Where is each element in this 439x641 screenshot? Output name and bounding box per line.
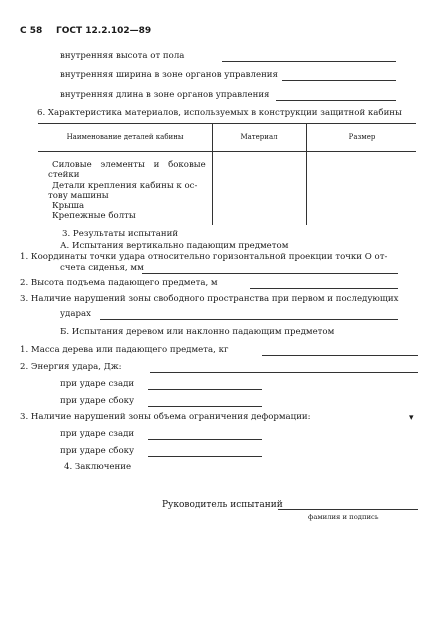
inner-height-label: внутренняя высота от пола	[60, 51, 185, 61]
item-2-fill	[250, 288, 398, 289]
item-b3-rear-label: при ударе сзади	[60, 429, 135, 439]
subsection-a-title: А. Испытания вертикально падающим предметом	[60, 241, 289, 251]
item-1-fill	[142, 273, 398, 274]
item-b3-rear-fill	[148, 439, 262, 440]
conclusion-title: 4. Заключение	[64, 462, 132, 472]
item-1-line-2: счета сиденья, мм	[60, 263, 144, 273]
item-b3-side-fill	[148, 456, 262, 457]
item-b3-side-label: при ударе сбоку	[60, 446, 135, 456]
item-b1-label: 1. Масса дерева или падающего предмета, кг	[20, 345, 229, 355]
table-row: Детали крепления кабины к ос-	[52, 181, 198, 191]
item-b2-side-label: при ударе сбоку	[60, 396, 135, 406]
inner-length-fill	[276, 100, 396, 101]
item-b2-rear-label: при ударе сзади	[60, 379, 135, 389]
table-col-divider-1	[212, 123, 213, 225]
item-2-label: 2. Высота подъема падающего предмета, м	[20, 278, 218, 288]
item-b2-label: 2. Энергия удара, Дж:	[20, 362, 122, 372]
table-row: Крыша	[52, 201, 85, 211]
item-3-line-2: ударах	[60, 309, 91, 319]
item-b2-fill	[150, 372, 418, 373]
results-title: 3. Результаты испытаний	[62, 229, 179, 239]
table-header-border	[38, 151, 416, 152]
table-row: тову машины	[48, 191, 109, 201]
item-3-line-1: 3. Наличие нарушений зоны свободного пространства при первом и последующих	[20, 294, 399, 304]
item-b2-side-fill	[148, 406, 262, 407]
item-b1-fill	[262, 355, 418, 356]
table-row: Крепежные болты	[52, 211, 136, 221]
item-b2-rear-fill	[148, 389, 262, 390]
table-header-material: Материал	[240, 133, 278, 141]
inner-width-label: внутренняя ширина в зоне органов управления	[60, 70, 278, 80]
inner-height-fill	[222, 61, 396, 62]
subsection-b-title: Б. Испытания деревом или наклонно падающим предметом	[60, 327, 335, 337]
table-col-divider-2	[306, 123, 307, 225]
table-header-size: Размер	[348, 133, 376, 141]
item-b3-label: 3. Наличие нарушений зоны объема ограничения деформации:	[20, 412, 311, 422]
table-row: стейки	[48, 170, 80, 180]
item-1-line-1: 1. Координаты точки удара относительно горизонтальной проекции точки О от-	[20, 252, 388, 262]
table-row: Силовые элементы и боковые	[52, 160, 206, 170]
inner-length-label: внутренняя длина в зоне органов управления	[60, 90, 270, 100]
page-number: С 58	[20, 26, 43, 36]
table-top-border	[38, 123, 416, 124]
bullet-mark: ▾	[409, 413, 414, 423]
item-3-fill	[100, 319, 398, 320]
inner-width-fill	[282, 80, 396, 81]
table-header-name: Наименование деталей кабины	[66, 133, 184, 141]
section-6-title: 6. Характеристика материалов, используемых в конструкции защитной кабины	[37, 108, 402, 118]
standard-number: ГОСТ 12.2.102—89	[56, 26, 152, 36]
signature-caption: фамилия и подпись	[308, 513, 379, 521]
signature-fill	[278, 509, 418, 510]
signature-label: Руководитель испытаний	[162, 500, 283, 510]
